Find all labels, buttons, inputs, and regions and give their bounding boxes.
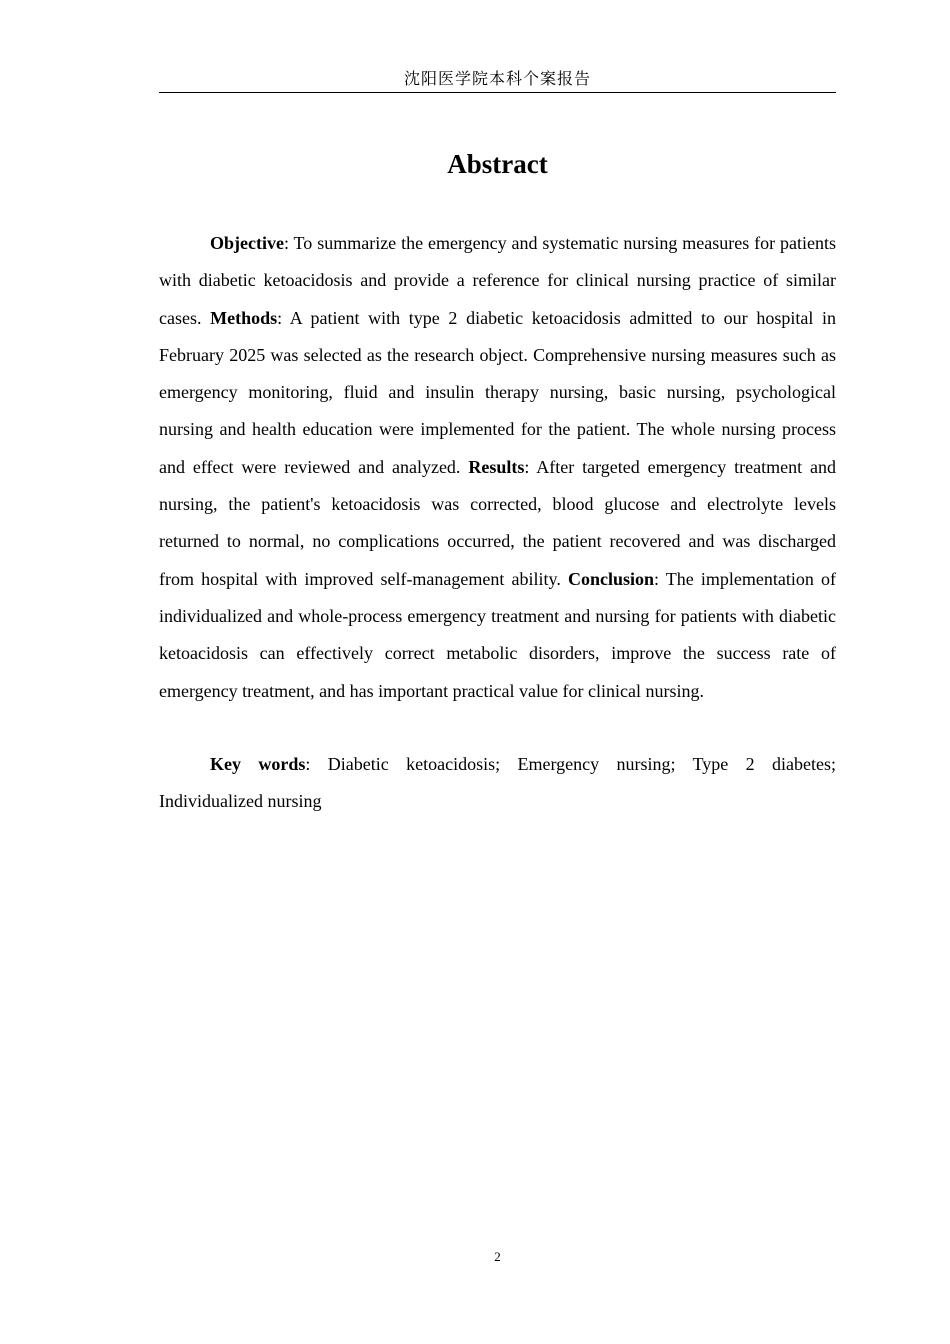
- methods-text: : A patient with type 2 diabetic ketoacidosis admitted to our hospital in February 2025 was selected as the research object. Comprehensive nursing measures such as emergency monitoring, fluid and insulin therapy nursing, basic nursing, psychological nursing and health education were implemented for the patient. The whole nursing process and effect were reviewed and analyzed.: [159, 307, 836, 477]
- results-text: : After targeted emergency treatment and nursing, the patient's ketoacidosis was corrected, blood glucose and electrolyte levels returned to normal, no complications occurred, the patient recovered and was discharged from hospital with improved self-management ability.: [159, 456, 836, 589]
- results-label: Results: [468, 456, 525, 477]
- conclusion-text: : The implementation of individualized and whole-process emergency treatment and nursing for patients with diabetic ketoacidosis can effectively correct metabolic disorders, improve the success rate of emergency treatment, and has important practical value for clinical nursing.: [159, 568, 836, 701]
- objective-text: : To summarize the emergency and systematic nursing measures for patients with diabetic ketoacidosis and provide a reference for clinical nursing practice of similar cases.: [159, 233, 836, 328]
- abstract-paragraph: [159, 225, 836, 710]
- keywords-label: Key words: [210, 754, 306, 774]
- conclusion-label: Conclusion: [567, 568, 654, 589]
- abstract-title: Abstract: [447, 149, 548, 179]
- objective-label: Objective: [210, 233, 284, 253]
- keywords-text: : Diabetic ketoacidosis; Emergency nursing; Type 2 diabetes; Individualized nursing: [159, 754, 836, 812]
- page-number: 2: [494, 1249, 501, 1264]
- keywords-paragraph: [159, 746, 836, 821]
- running-header: 沈阳医学院本科个案报告: [159, 68, 836, 93]
- methods-label: Methods: [210, 307, 278, 328]
